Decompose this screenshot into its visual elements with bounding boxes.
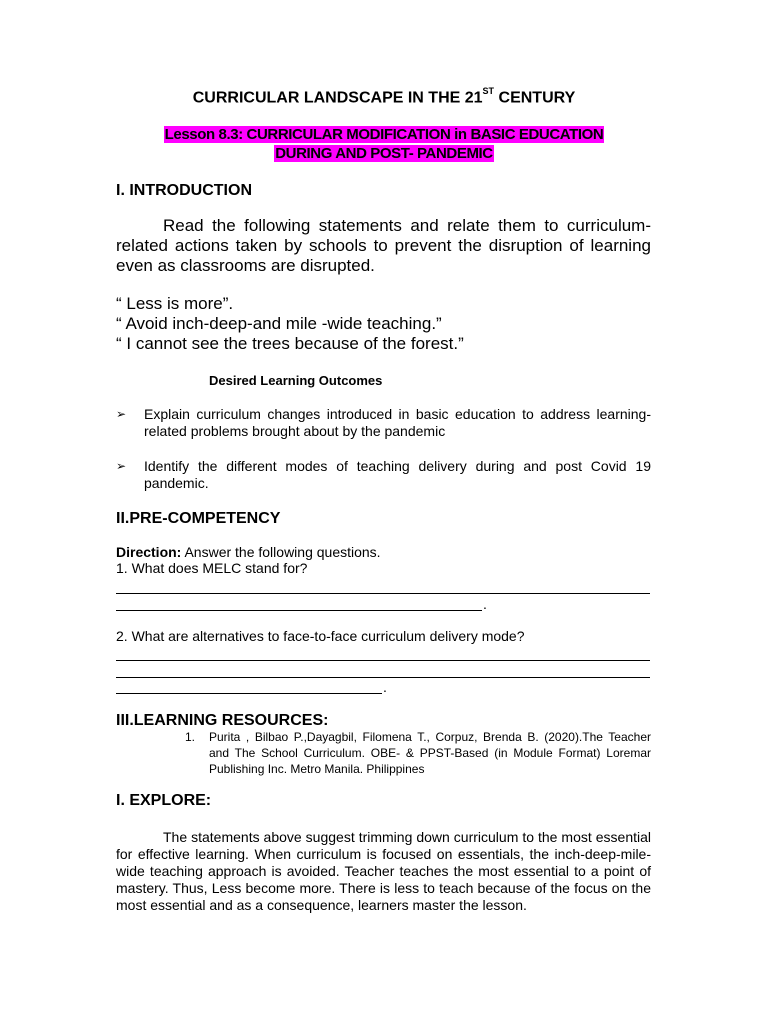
- direction-text: Direction: Answer the following questions.: [116, 544, 381, 560]
- answer-end-period: .: [483, 596, 487, 612]
- precompetency-heading: II.PRE-COMPETENCY: [116, 510, 281, 527]
- reference-item: 1. Purita , Bilbao P.,Dayagbil, Filomena T., Corpuz, Brenda B. (2020).The Teacher and The School Curriculum. OBE- & PPST-Based (in Module Format) Loremar Publishing Inc. Metro Manila. Philippines: [185, 730, 651, 776]
- answer-line[interactable]: [116, 677, 650, 678]
- page-title: CURRICULAR LANDSCAPE IN THE 21ST CENTURY: [192, 86, 576, 107]
- arrow-bullet-icon: ➢: [116, 407, 127, 421]
- introduction-text: Read the following statements and relate them to curriculum-related actions taken by schools to prevent the disruption of learning even as classrooms are disrupted.: [116, 216, 651, 275]
- answer-line[interactable]: [116, 593, 650, 594]
- arrow-bullet-icon: ➢: [116, 459, 127, 473]
- outcome-text: Explain curriculum changes introduced in basic education to address learning-related problems brought about by the pandemic: [144, 406, 651, 439]
- quote-2: “ Avoid inch-deep-and mile -wide teaching.”: [116, 314, 442, 333]
- answer-line[interactable]: [116, 660, 650, 661]
- explore-heading: I. EXPLORE:: [116, 792, 212, 809]
- outcome-item-2: [116, 458, 651, 491]
- answer-line[interactable]: [116, 693, 382, 694]
- lesson-title-line-1: Lesson 8.3: CURRICULAR MODIFICATION in BASIC EDUCATION: [164, 126, 604, 143]
- learning-resources-heading: III.LEARNING RESOURCES:: [116, 712, 329, 729]
- explore-text: The statements above suggest trimming down curriculum to the most essential for effective learning. When curriculum is focused on essentials, the inch-deep-mile-wide teaching approach is avoided. Teacher teaches the most essential to a point of mastery. Thus, Less become more. There is less to teach because of the focus on the most essential and as a consequence, learners master the lesson.: [116, 829, 651, 913]
- quote-1: “ Less is more”.: [116, 294, 234, 313]
- quote-3: “ I cannot see the trees because of the forest.”: [116, 334, 464, 353]
- introduction-heading: I. INTRODUCTION: [116, 182, 252, 199]
- outcome-text: Identify the different modes of teaching delivery during and post Covid 19 pandemic.: [144, 458, 651, 491]
- question-1: 1. What does MELC stand for?: [116, 560, 308, 576]
- lesson-title-line-2: DURING AND POST- PANDEMIC: [275, 145, 493, 162]
- outcomes-heading: Desired Learning Outcomes: [209, 373, 383, 388]
- question-2: 2. What are alternatives to face-to-face curriculum delivery mode?: [116, 628, 525, 644]
- answer-line[interactable]: [116, 610, 482, 611]
- outcome-item-1: [116, 406, 651, 439]
- answer-end-period: .: [383, 679, 387, 695]
